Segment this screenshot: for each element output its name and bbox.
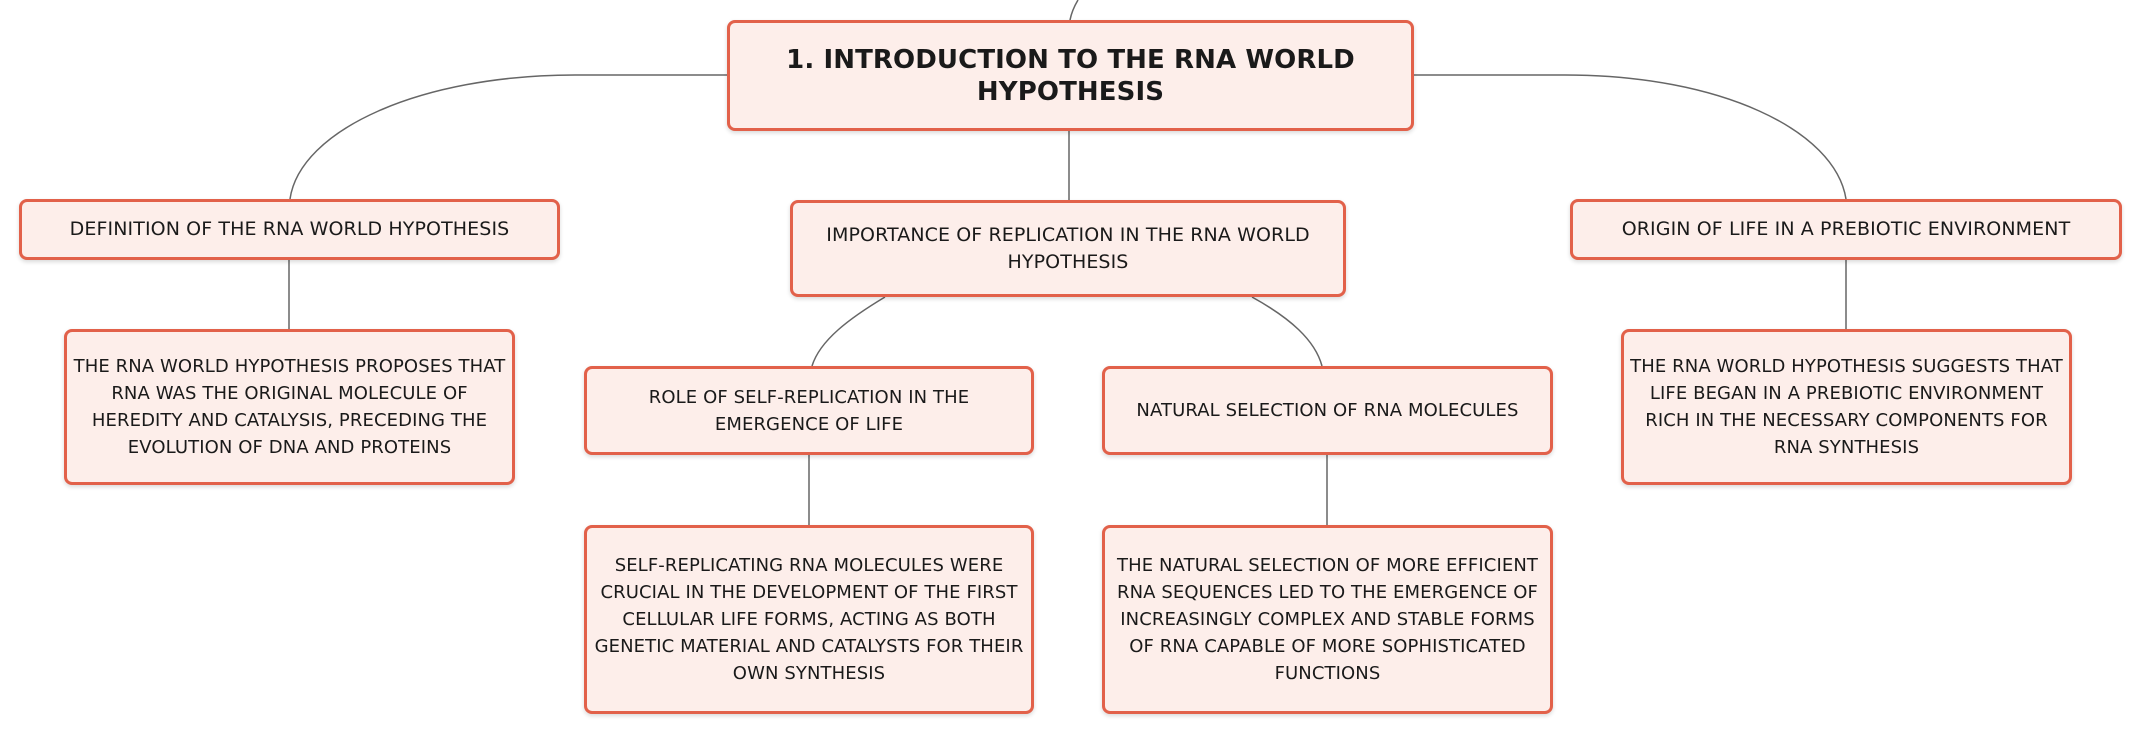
connector-importance-to-natural-selection xyxy=(1252,297,1322,366)
connector-importance-to-self-replication xyxy=(812,297,885,366)
definition-detail-node[interactable] xyxy=(64,329,515,485)
natural-selection-topic-node[interactable] xyxy=(1102,366,1553,455)
natural-selection-topic-label: NATURAL SELECTION OF RNA MOLECULES xyxy=(1136,400,1519,421)
self-replication-detail-text: SELF-REPLICATING RNA MOLECULES WERE CRUCIAL IN THE DEVELOPMENT OF THE FIRST CELLULAR LIFE FORMS, ACTING AS BOTH GENETIC MATERIAL AND CATALYSTS FOR THEIR OWN SYNTHESIS xyxy=(594,555,1024,684)
natural-selection-detail-text: THE NATURAL SELECTION OF MORE EFFICIENT RNA SEQUENCES LED TO THE EMERGENCE OF INCREASINGLY COMPLEX AND STABLE FORMS OF RNA CAPABLE OF MORE SOPHISTICATED FUNCTIONS xyxy=(1116,555,1539,684)
importance-topic-label: IMPORTANCE OF REPLICATION IN THE RNA WORLD HYPOTHESIS xyxy=(826,223,1310,273)
definition-topic-label: DEFINITION OF THE RNA WORLD HYPOTHESIS xyxy=(69,218,510,240)
self-replication-topic-node[interactable] xyxy=(584,366,1034,455)
definition-topic-node[interactable] xyxy=(19,199,560,260)
root-topic-node[interactable] xyxy=(727,20,1414,131)
origin-detail-node[interactable] xyxy=(1621,329,2072,485)
connector-parent-to-root xyxy=(1070,0,1078,20)
connector-root-to-definition xyxy=(290,75,727,199)
origin-topic-node[interactable] xyxy=(1570,199,2122,260)
root-topic-label: 1. INTRODUCTION TO THE RNA WORLD HYPOTHESIS xyxy=(786,44,1355,107)
importance-topic-node[interactable] xyxy=(790,200,1346,297)
natural-selection-detail-node[interactable] xyxy=(1102,525,1553,714)
origin-topic-label: ORIGIN OF LIFE IN A PREBIOTIC ENVIRONMENT xyxy=(1621,218,2071,240)
self-replication-detail-node[interactable] xyxy=(584,525,1034,714)
origin-detail-text: THE RNA WORLD HYPOTHESIS SUGGESTS THAT LIFE BEGAN IN A PREBIOTIC ENVIRONMENT RICH IN THE NECESSARY COMPONENTS FOR RNA SYNTHESIS xyxy=(1630,356,2063,458)
self-replication-topic-label: ROLE OF SELF-REPLICATION IN THE EMERGENCE OF LIFE xyxy=(648,386,970,435)
connector-root-to-origin xyxy=(1414,75,1846,199)
definition-detail-text: THE RNA WORLD HYPOTHESIS PROPOSES THAT RNA WAS THE ORIGINAL MOLECULE OF HEREDITY AND CATALYSIS, PRECEDING THE EVOLUTION OF DNA AND PROTEINS xyxy=(73,356,506,458)
